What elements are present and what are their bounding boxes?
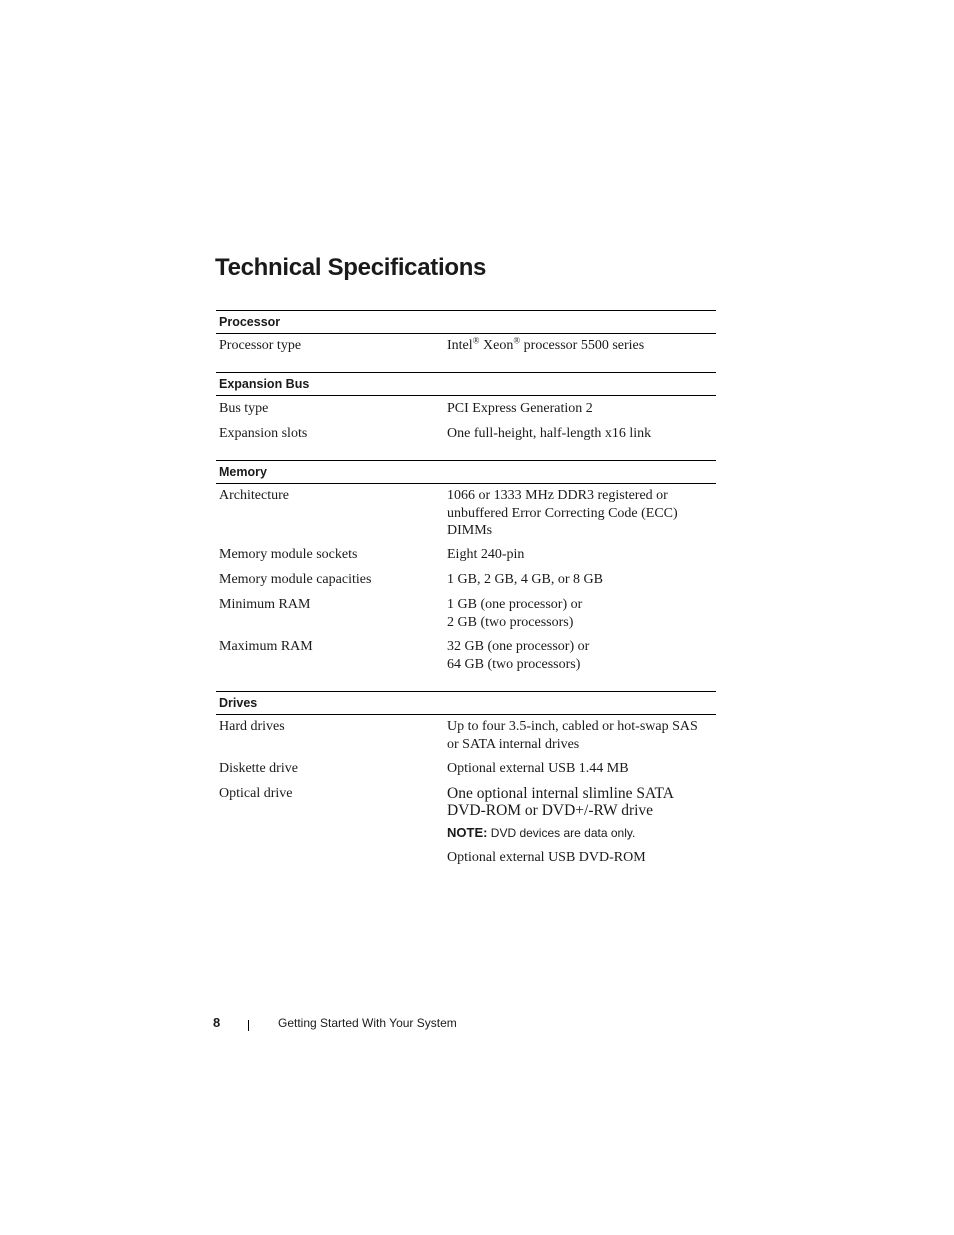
spec-value-optical-drive: One optional internal slimline SATA DVD-ROM or DVD+/-RW drive <box>447 785 674 819</box>
section-header-processor <box>216 310 716 334</box>
page-number: 8 <box>213 1015 221 1030</box>
section-heading: Expansion Bus <box>219 377 310 391</box>
spec-label-minimum-ram: Minimum RAM <box>219 597 311 612</box>
spec-value-architecture: 1066 or 1333 MHz DDR3 registered or unbuffered Error Correcting Code (ECC) DIMMs <box>447 488 678 538</box>
spec-label-bus-type: Bus type <box>219 401 269 416</box>
spec-value-minimum-ram: 1 GB (one processor) or 2 GB (two processors) <box>447 597 583 630</box>
section-header-drives <box>216 691 716 715</box>
page-title: Technical Specifications <box>215 254 487 281</box>
spec-label-memory-sockets: Memory module sockets <box>219 547 358 562</box>
spec-label-optical-drive: Optical drive <box>219 786 293 801</box>
spec-value-maximum-ram: 32 GB (one processor) or 64 GB (two processors) <box>447 639 590 672</box>
spec-value-memory-sockets: Eight 240-pin <box>447 547 525 562</box>
spec-label-architecture: Architecture <box>219 488 289 503</box>
section-heading: Processor <box>219 315 281 329</box>
spec-value-hard-drives: Up to four 3.5-inch, cabled or hot-swap SAS or SATA internal drives <box>447 719 698 752</box>
spec-value-optical-external: Optional external USB DVD-ROM <box>447 850 646 865</box>
spec-label-diskette-drive: Diskette drive <box>219 761 298 776</box>
section-heading: Memory <box>219 465 267 479</box>
footer-book-title: Getting Started With Your System <box>278 1016 457 1030</box>
spec-label-maximum-ram: Maximum RAM <box>219 639 313 654</box>
spec-label-hard-drives: Hard drives <box>219 719 285 734</box>
spec-label-processor-type: Processor type <box>219 338 302 353</box>
spec-value-diskette-drive: Optional external USB 1.44 MB <box>447 761 629 776</box>
note-dvd <box>447 825 635 840</box>
spec-value-bus-type: PCI Express Generation 2 <box>447 401 593 416</box>
spec-value-processor-type: Intel® Xeon® processor 5500 series <box>447 335 645 353</box>
section-header-expansion-bus <box>216 372 716 396</box>
footer-divider <box>248 1020 249 1031</box>
section-heading: Drives <box>219 696 258 710</box>
note-label: NOTE: <box>447 825 488 840</box>
section-header-memory <box>216 460 716 484</box>
spec-value-expansion-slots: One full-height, half-length x16 link <box>447 426 652 441</box>
spec-value-memory-capacities: 1 GB, 2 GB, 4 GB, or 8 GB <box>447 572 603 587</box>
spec-label-expansion-slots: Expansion slots <box>219 426 308 441</box>
spec-label-memory-capacities: Memory module capacities <box>219 572 372 587</box>
registered-mark: ® <box>472 335 480 346</box>
note-text: DVD devices are data only. <box>487 826 636 840</box>
registered-mark: ® <box>513 335 521 346</box>
